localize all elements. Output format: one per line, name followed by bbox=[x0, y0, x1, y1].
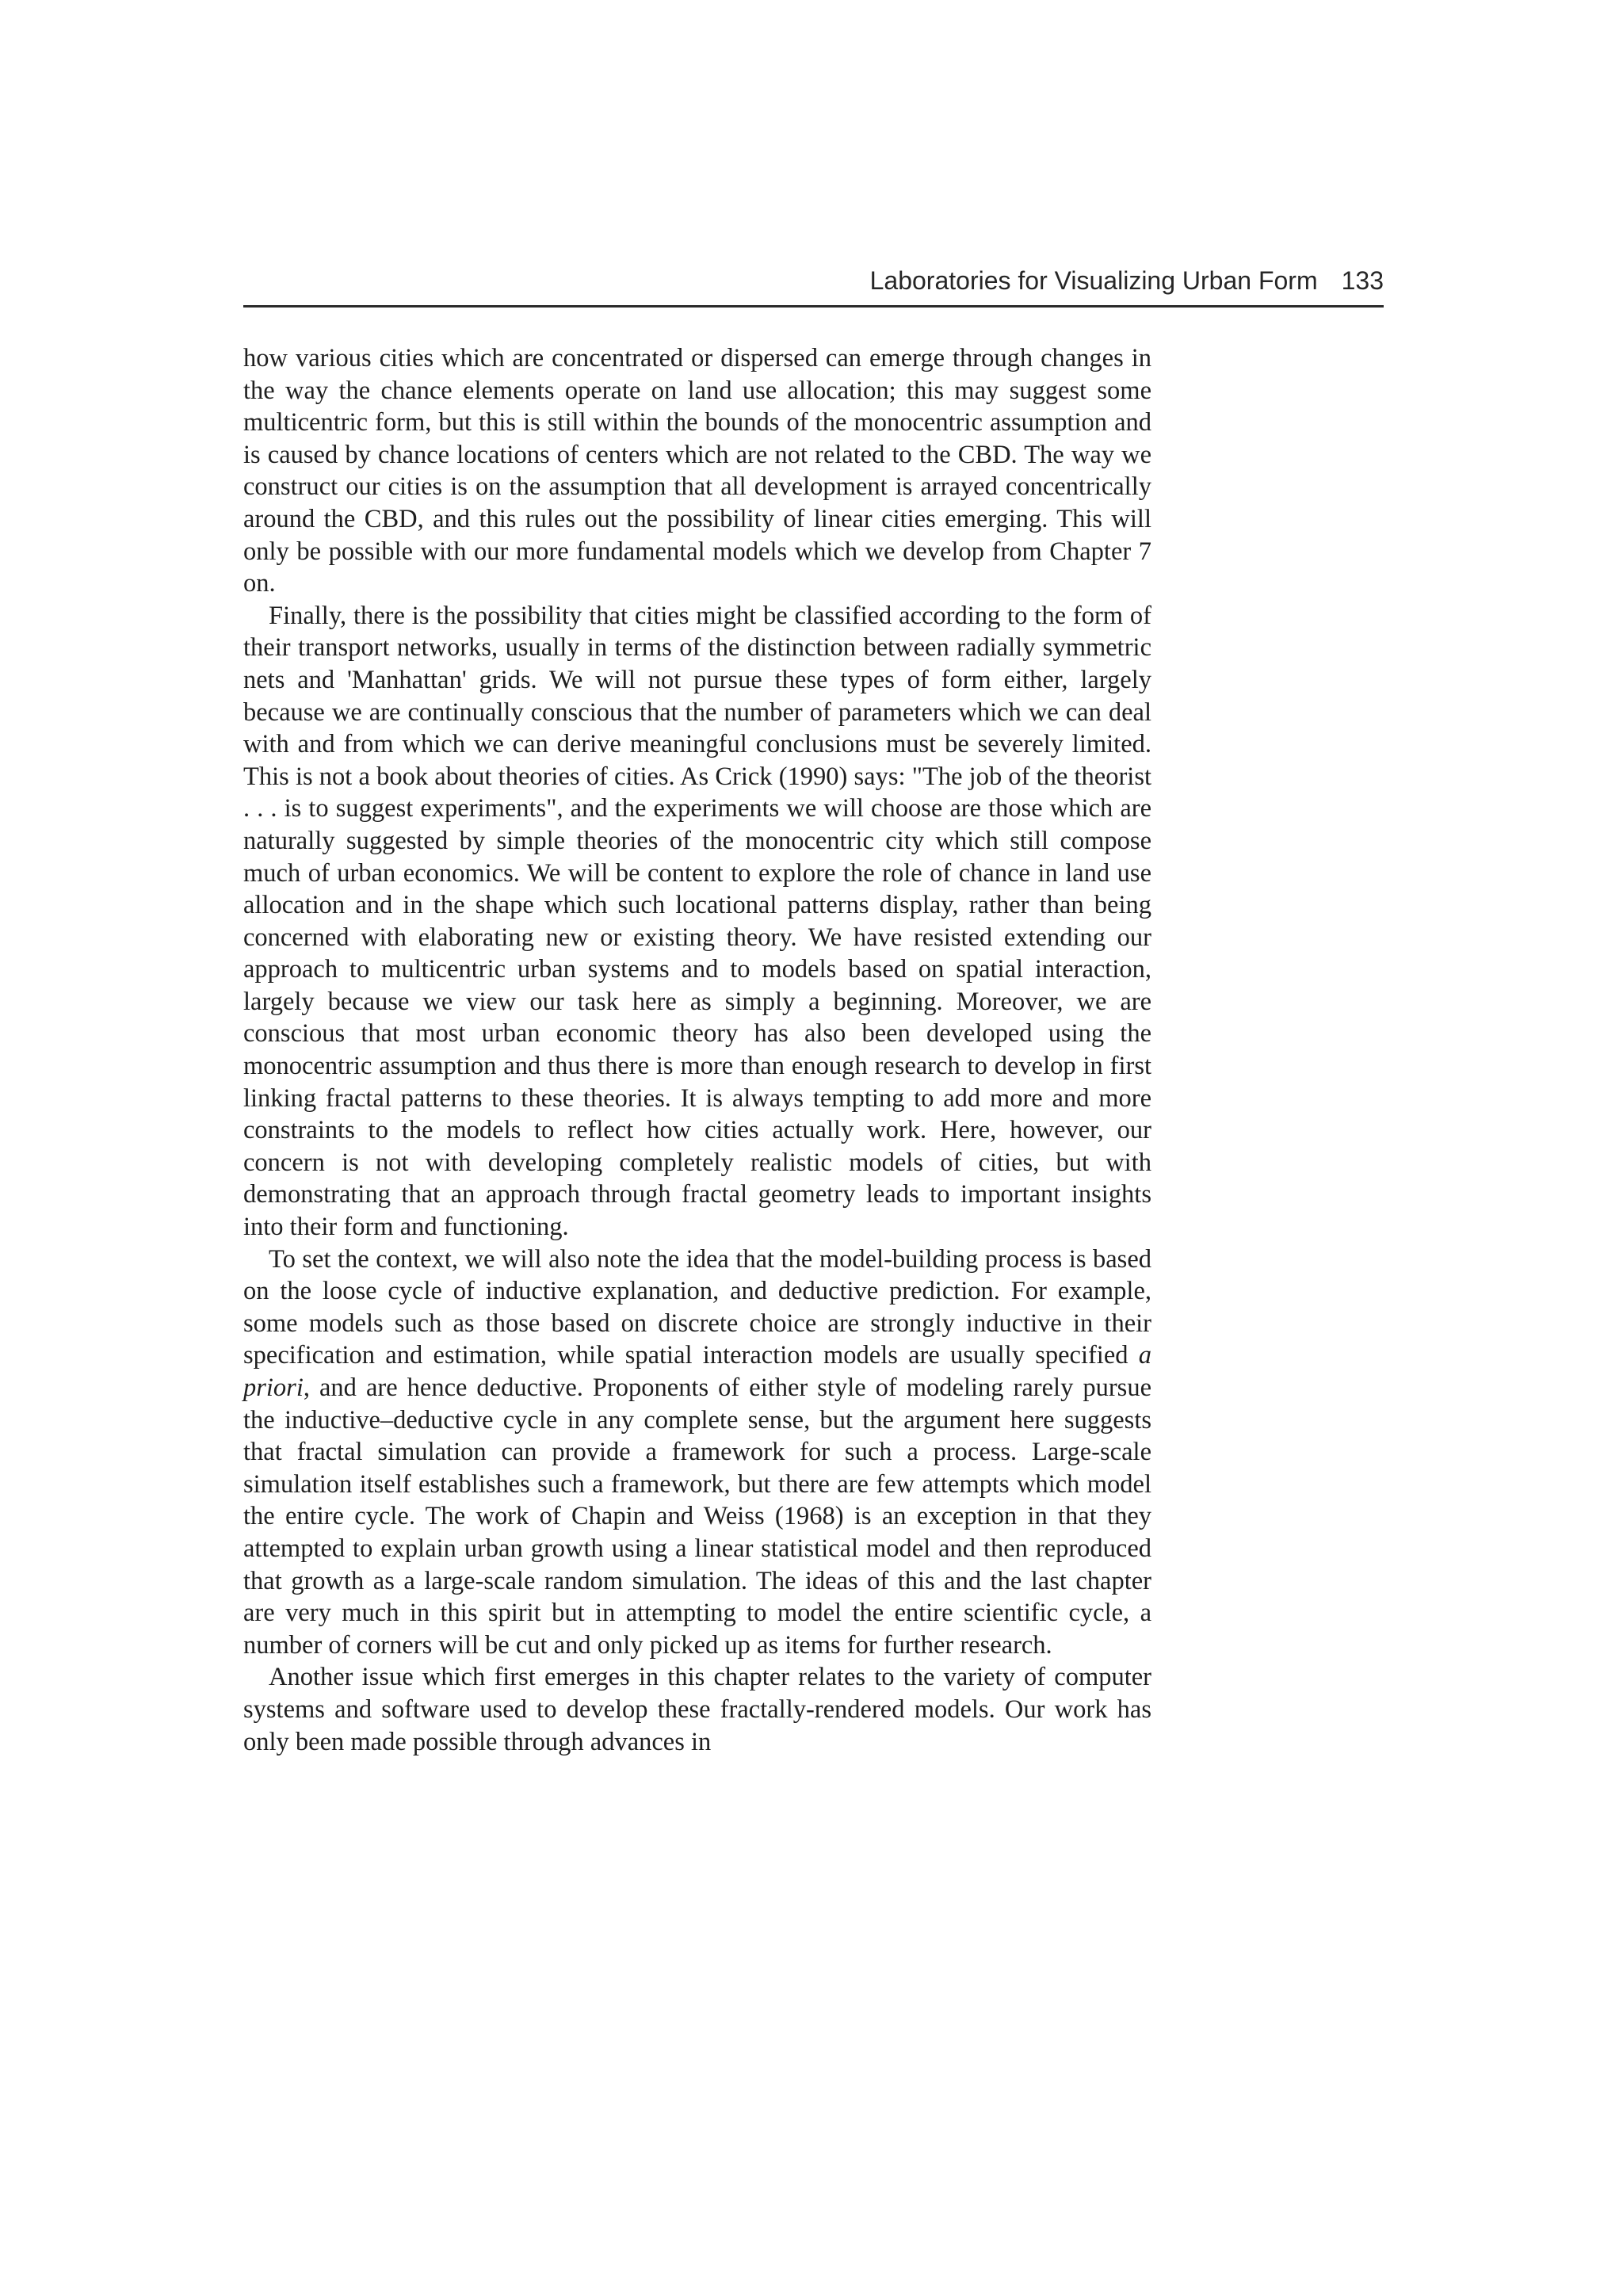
paragraph-1: how various cities which are concentrated or dispersed can emerge through changes in the way the chance elements operate on land use allocation; this may suggest some multicentric form, but this is still within the bounds of the monocentric assumption and is caused by chance locations of centers which are not related to the CBD. The way we construct our cities is on the assumption that all development is arrayed concentrically around the CBD, and this rules out the possibility of linear cities emerging. This will only be possible with our more fundamental models which we develop from Chapter 7 on. bbox=[243, 344, 1151, 598]
page-number: 133 bbox=[1341, 266, 1384, 295]
paragraph-3: To set the context, we will also note the idea that the model-building process is based on the loose cycle of inductive explanation, and deductive prediction. For example, some models such as those based on discrete choice are strongly inductive in their specification and estimation, while spatial interaction models are usually specified a priori, and are hence deductive. Proponents of either style of modeling rarely pursue the inductive–deductive cycle in any complete sense, but the argument here suggests that fractal simulation can provide a framework for such a process. Large-scale simulation itself establishes such a framework, but there are few attempts which model the entire cycle. The work of Chapin and Weiss (1968) is an exception in that they attempted to explain urban growth using a linear statistical model and then reproduced that growth as a large-scale random simulation. The ideas of this and the last chapter are very much in this spirit but in attempting to model the entire scientific cycle, a number of corners will be cut and only picked up as items for further research. bbox=[243, 1244, 1151, 1660]
italic-a-priori: a priori bbox=[243, 1341, 1151, 1402]
running-title: Laboratories for Visualizing Urban Form bbox=[869, 266, 1318, 295]
running-header bbox=[243, 266, 1384, 296]
paragraph-2: Finally, there is the possibility that cities might be classified according to the form of their transport networks, usually in terms of the distinction between radially symmetric nets and 'Manhattan' grids. We will not pursue these types of form either, largely because we are continually conscious that the number of parameters which we can deal with and from which we can derive meaningful conclusions must be severely limited. This is not a book about theories of cities. As Crick (1990) says: "The job of the theorist . . . is to suggest experiments", and the experiments we will choose are those which are naturally suggested by simple theories of the monocentric city which still compose much of urban economics. We will be content to explore the role of chance in land use allocation and in the shape which such locational patterns display, rather than being concerned with elaborating new or existing theory. We have resisted extending our approach to multicentric urban systems and to models based on spatial interaction, largely because we view our task here as simply a beginning. Moreover, we are conscious that most urban economic theory has also been developed using the monocentric assumption and thus there is more than enough research to develop in first linking fractal patterns to these theories. It is always tempting to add more and more constraints to the models to reflect how cities actually work. Here, however, our concern is not with developing completely realistic models of cities, but with demonstrating that an approach through fractal geometry leads to important insights into their form and functioning. bbox=[243, 601, 1151, 1242]
header-rule bbox=[243, 305, 1384, 308]
body-text bbox=[243, 342, 1151, 1758]
paragraph-4: Another issue which first emerges in this chapter relates to the variety of computer systems and software used to develop these fractally-rendered models. Our work has only been made possible through advances in bbox=[243, 1663, 1151, 1756]
